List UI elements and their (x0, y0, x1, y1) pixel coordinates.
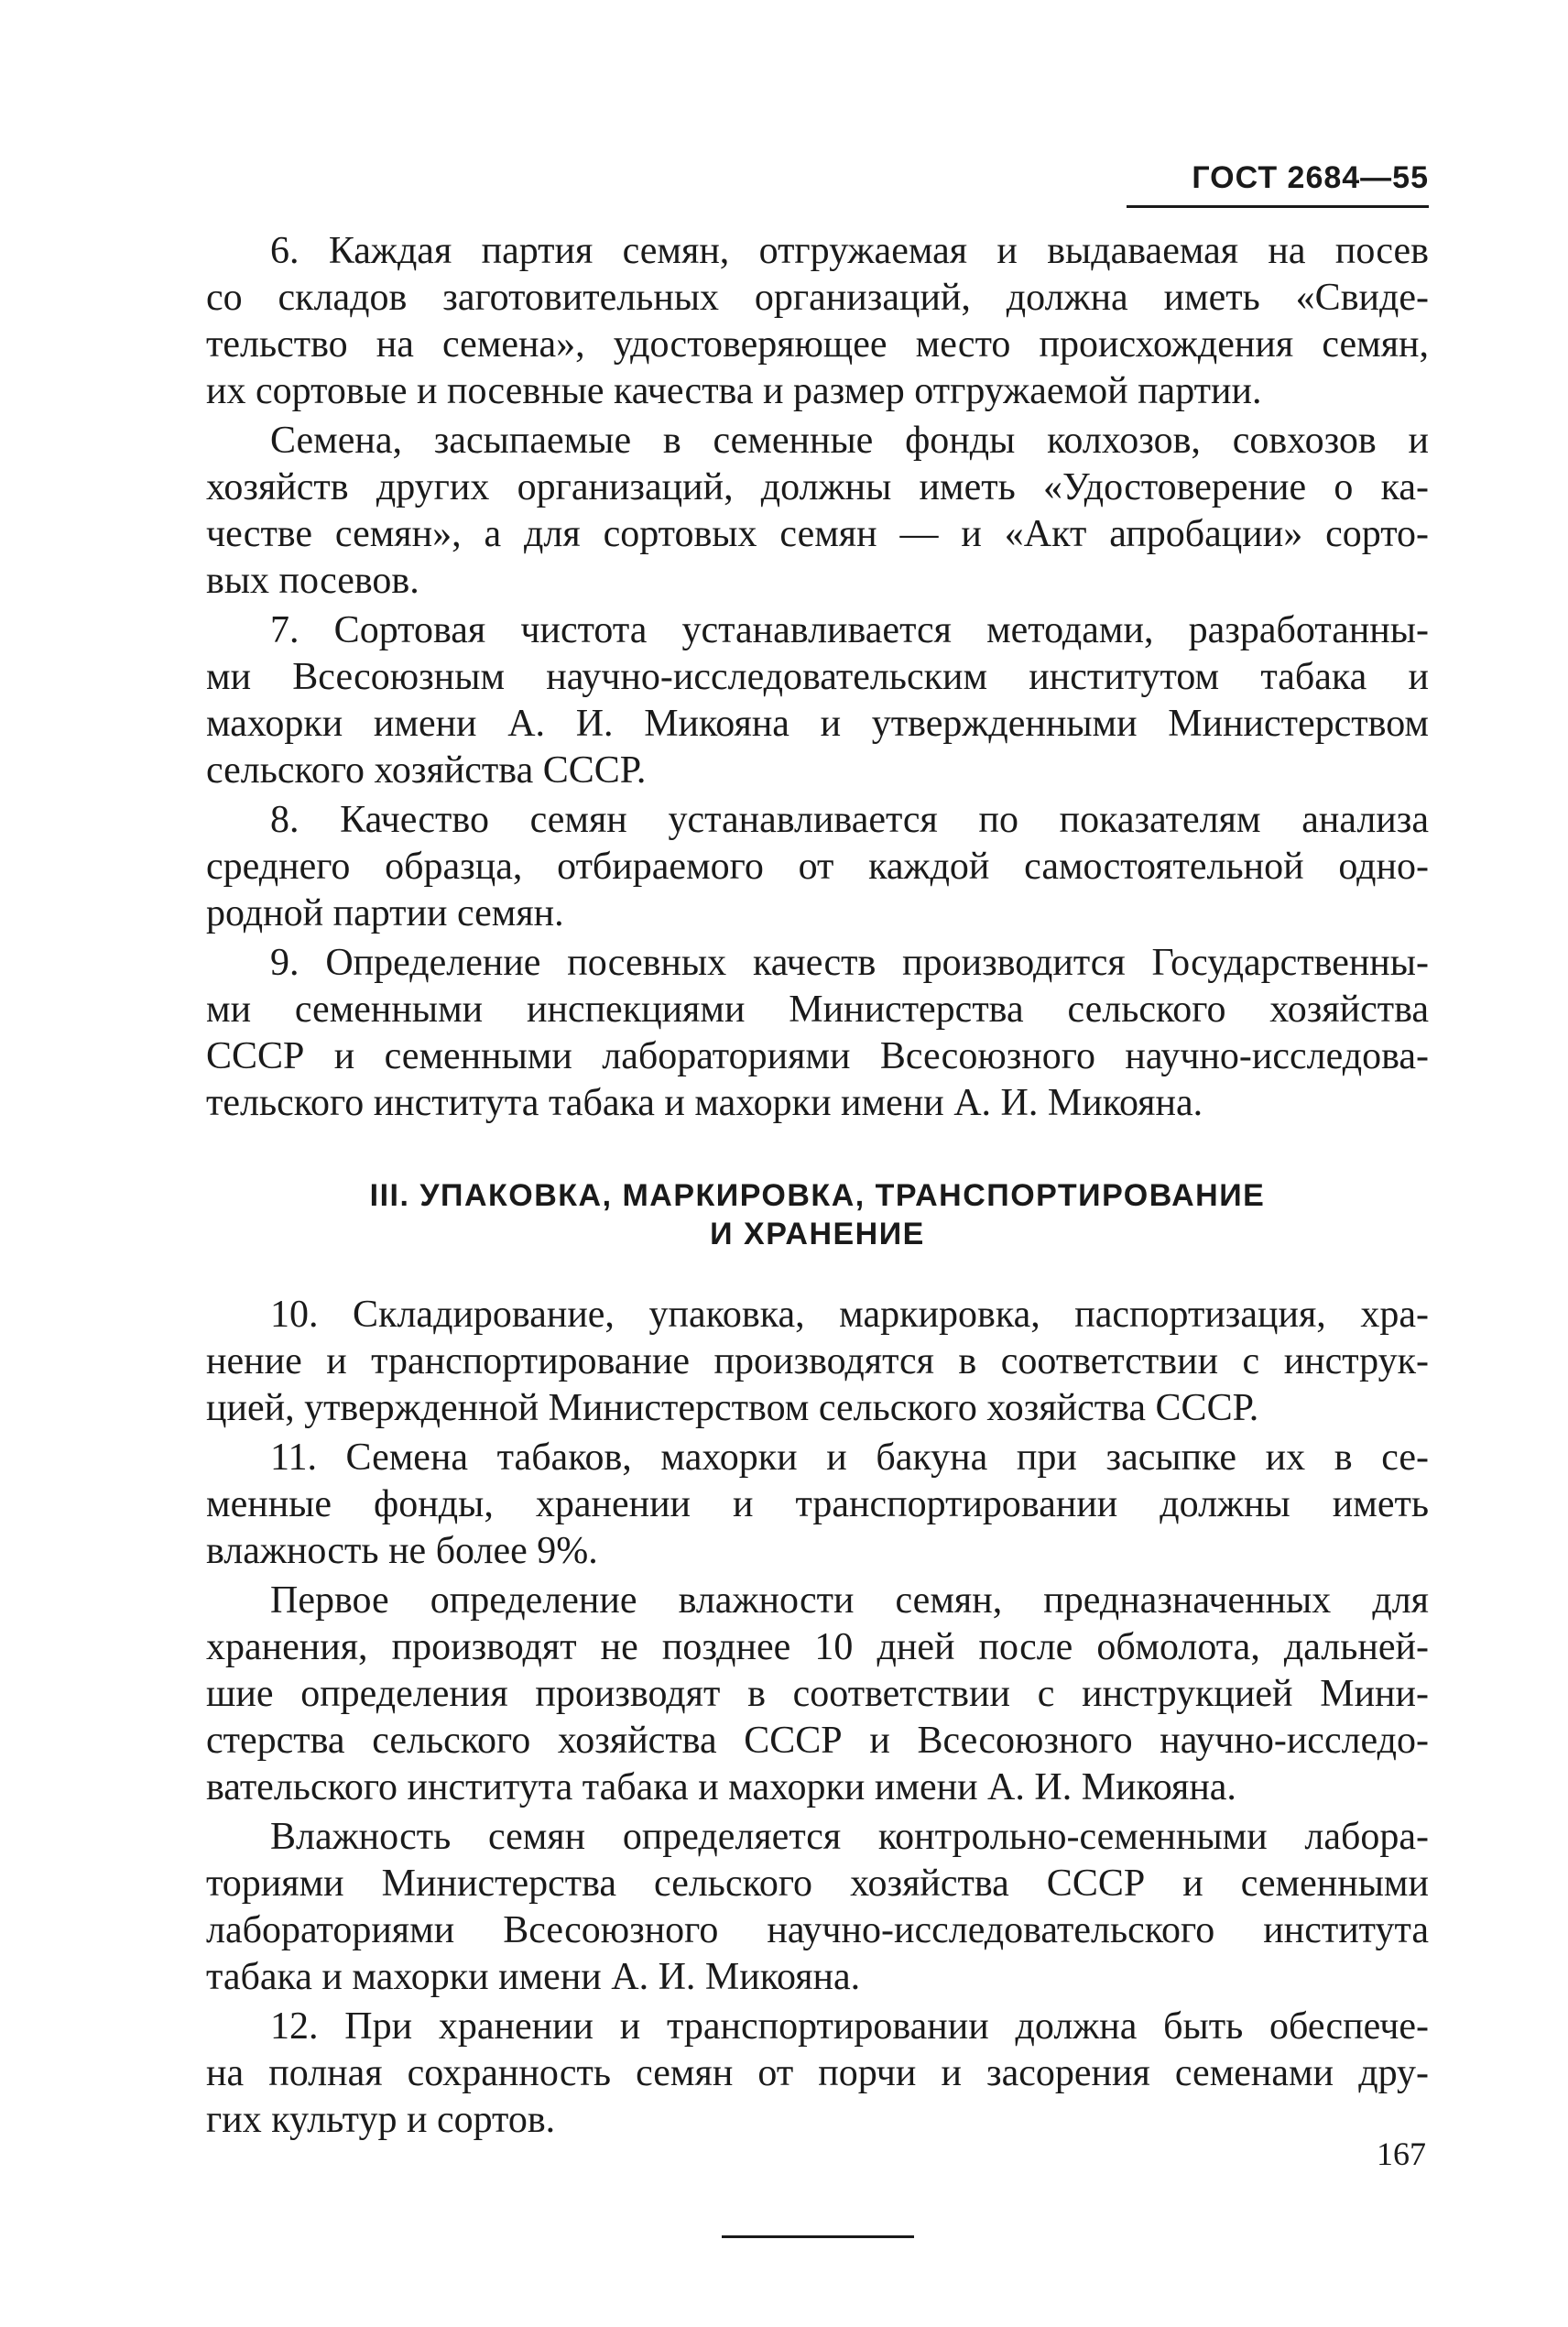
text-line: родной партии семян. (206, 892, 564, 934)
text-line: их сортовые и посевные качества и размер отгружаемой партии. (206, 370, 1262, 412)
section-title-line-1: III. УПАКОВКА, МАРКИРОВКА, ТРАНСПОРТИРОВАНИЕ (369, 1178, 1266, 1213)
text-line: ми семенными инспекциями Министерства сельского хозяйства (206, 989, 1429, 1031)
text-line: 6. Каждая партия семян, отгружаемая и выдаваемая на посев (270, 230, 1429, 272)
body-text-block (206, 228, 1429, 1127)
text-line: хозяйств других организаций, должны иметь «Удостоверение о ка- (206, 466, 1429, 508)
body-text-block (206, 1292, 1429, 2144)
text-line: влажность не более 9%. (206, 1530, 598, 1572)
text-line: махорки имени А. И. Микояна и утвержденными Министерством (206, 703, 1429, 745)
text-line: тельство на семена», удостоверяющее место происхождения семян, (206, 323, 1429, 366)
paragraph (206, 1292, 1429, 1432)
paragraph (206, 418, 1429, 605)
text-line: 10. Складирование, упаковка, маркировка, паспортизация, хра- (270, 1294, 1429, 1336)
text-line: стерства сельского хозяйства СССР и Всесоюзного научно-исследо- (206, 1720, 1429, 1762)
text-line: 9. Определение посевных качеств производится Государственны- (270, 942, 1429, 984)
text-line: ториями Министерства сельского хозяйства СССР и семенными (206, 1863, 1429, 1905)
text-line: 7. Сортовая чистота устанавливается методами, разработанны- (270, 609, 1429, 651)
text-line: СССР и семенными лабораториями Всесоюзного научно-исследова- (206, 1035, 1429, 1077)
text-line: среднего образца, отбираемого от каждой самостоятельной одно- (206, 846, 1429, 888)
standard-code: ГОСТ 2684—55 (1192, 160, 1429, 195)
text-line: ми Всесоюзным научно-исследовательским институтом табака и (206, 656, 1429, 698)
text-line: 12. При хранении и транспортировании должна быть обеспече- (270, 2005, 1429, 2048)
text-line: Первое определение влажности семян, предназначенных для (270, 1579, 1429, 1622)
end-rule (722, 2235, 914, 2238)
text-line: сельского хозяйства СССР. (206, 749, 647, 792)
text-line: 8. Качество семян устанавливается по показателям анализа (270, 799, 1429, 841)
text-line: хранения, производят не позднее 10 дней после обмолота, дальней- (206, 1626, 1429, 1668)
text-line: Семена, засыпаемые в семенные фонды колхозов, совхозов и (270, 420, 1429, 462)
paragraph (206, 797, 1429, 937)
text-line: шие определения производят в соответствии с инструкцией Мини- (206, 1673, 1429, 1715)
text-line: со складов заготовительных организаций, должна иметь «Свиде- (206, 277, 1429, 319)
text-line: цией, утвержденной Министерством сельского хозяйства СССР. (206, 1387, 1259, 1429)
text-line: нение и транспортирование производятся в соответствии с инструк- (206, 1340, 1429, 1382)
paragraph (206, 940, 1429, 1127)
paragraph (206, 1435, 1429, 1575)
text-line: вательского института табака и махорки имени А. И. Микояна. (206, 1766, 1236, 1808)
header-rule (1127, 205, 1429, 208)
document-page (206, 137, 1429, 2238)
text-line: тельского института табака и махорки имени А. И. Микояна. (206, 1082, 1203, 1124)
text-line: лабораториями Всесоюзного научно-исследовательского института (206, 1909, 1429, 1951)
paragraph (206, 1578, 1429, 1811)
text-line: гих культур и сортов. (206, 2099, 556, 2141)
section-title-line-2: И ХРАНЕНИЕ (710, 1217, 925, 1251)
paragraph (206, 228, 1429, 415)
text-line: Влажность семян определяется контрольно-семенными лабора- (270, 1816, 1429, 1858)
paragraph (206, 1814, 1429, 2001)
page-number: 167 (1377, 2136, 1426, 2172)
text-line: менные фонды, хранении и транспортировании должны иметь (206, 1483, 1429, 1525)
text-line: вых посевов. (206, 560, 419, 602)
text-line: на полная сохранность семян от порчи и засорения семенами дру- (206, 2052, 1429, 2094)
paragraph (206, 2004, 1429, 2144)
text-line: табака и махорки имени А. И. Микояна. (206, 1956, 861, 1998)
text-line: 11. Семена табаков, махорки и бакуна при засыпке их в се- (270, 1437, 1429, 1479)
section-title (206, 1176, 1429, 1253)
text-line: честве семян», а для сортовых семян — и «Акт апробации» сорто- (206, 513, 1429, 555)
paragraph (206, 607, 1429, 794)
